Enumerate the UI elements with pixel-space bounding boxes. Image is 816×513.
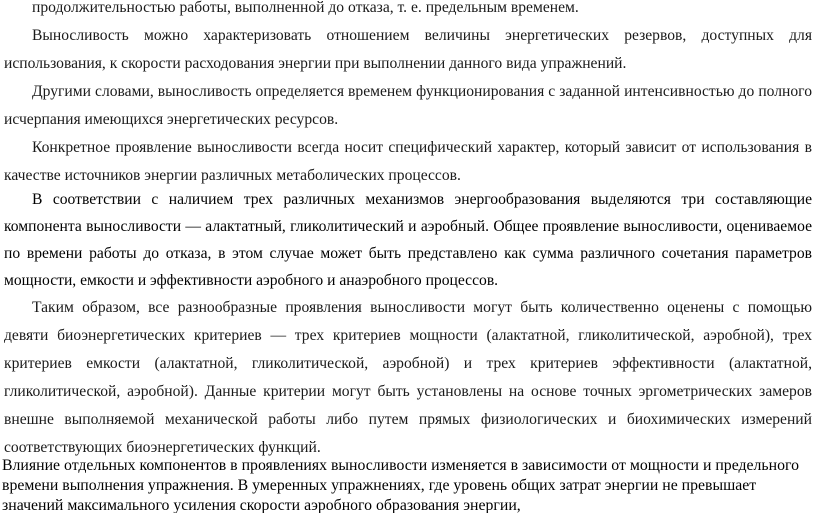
paragraph-component-influence: Влияние отдельных компонентов в проявлениях выносливости изменяется в зависимости от мощности и предельного времени выполнения упражнения. В умеренных упражнениях, где уровень общих затрат энергии не превышает значений максимального усиления скорости аэробного образования энергии, — [2, 457, 799, 513]
continuation-line: продолжительностью работы, выполненной до отказа, т. е. предельным временем. — [32, 0, 579, 16]
paragraph-specific-character: Конкретное проявление выносливости всегда носит специфический характер, который зависит от использования в качестве источников энергии различных метаболических процессов. — [4, 139, 812, 184]
paragraph-other-words: Другими словами, выносливость определяется временем функционирования с заданной интенсивностью до полного исчерпания имеющихся энергетических ресурсов. — [4, 83, 812, 128]
paragraph-endurance-definition: Выносливость можно характеризовать отношением величины энергетических резервов, доступных для использования, к скорости расходования энергии при выполнении данного вида упражнений. — [4, 27, 812, 72]
paragraph-nine-criteria: Таким образом, все разнообразные проявления выносливости могут быть количественно оценены с помощью девяти биоэнергетических критериев — трех критериев мощности (алактатной, гликолитической, аэробной), трех критериев емкости (алактатной, гликолитической, аэробной) и трех критериев эффективности (алактатной, гликолитической, аэробной). Данные критерии могут быть установлены на основе точных эргометрических замеров внешне выполняемой механической работы либо путем прямых физиологических и биохимических измерений соответствующих биоэнергетических функций. — [4, 299, 812, 456]
paragraph-three-mechanisms: В соответствии с наличием трех различных механизмов энергообразования выделяются три составляющие компонента выносливости — алактатный, гликолитический и аэробный. Общее проявление выносливости, оцениваемое по времени работы до отказа, в этом случае может быть представлено как сумма различного сочетания параметров мощности, емкости и эффективности аэробного и анаэробного процессов. — [4, 191, 812, 289]
